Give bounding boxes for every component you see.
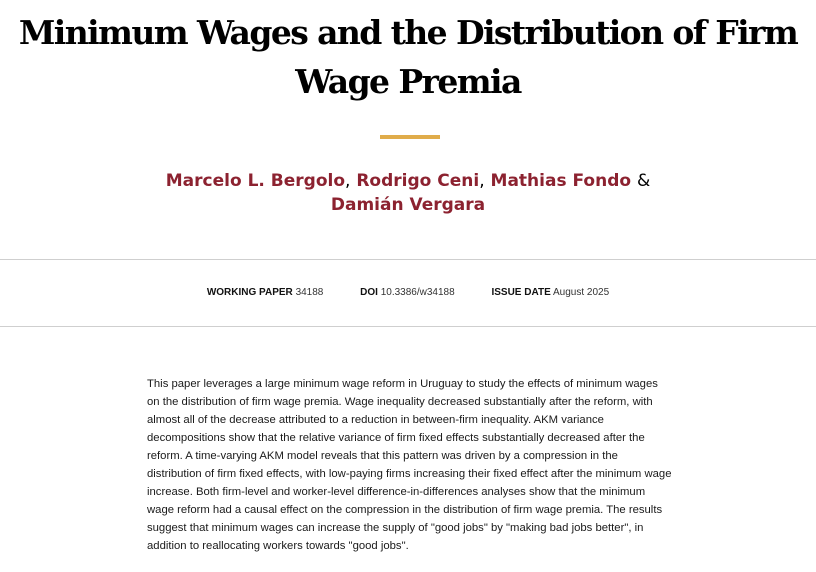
paper-metadata-bar xyxy=(0,286,816,300)
doi-value: 10.3386/w34188 xyxy=(380,287,455,298)
doi-label: DOI xyxy=(360,287,378,298)
working-paper-value: 34188 xyxy=(295,287,324,298)
title-accent-divider xyxy=(380,135,440,139)
paper-title: Minimum Wages and the Distribution of Firm Wage Premia xyxy=(18,13,798,101)
issue-date-value: August 2025 xyxy=(552,287,610,298)
author-link-vergara[interactable]: Damián Vergara xyxy=(330,195,486,215)
metadata-bottom-divider xyxy=(0,326,816,327)
author-link-fondo[interactable]: Mathias Fondo xyxy=(490,171,632,191)
author-list xyxy=(120,169,696,217)
author-separator: , xyxy=(479,171,485,191)
doi xyxy=(360,286,455,300)
issue-date xyxy=(491,286,609,300)
author-link-ceni[interactable]: Rodrigo Ceni xyxy=(356,171,480,191)
working-paper-label: WORKING PAPER xyxy=(206,287,293,298)
abstract-text: This paper leverages a large minimum wage reform in Uruguay to study the effects of minimum wages on the distribution of firm wage premia. Wage inequality decreased substantially after the reform, with almost all of the decrease attributed to a reduction in between-firm inequality. AKM variance decompositions show that the relative variance of firm fixed effects substantially decreased after the reform. A time-varying AKM model reveals that this pattern was driven by a compression in the distribution of firm fixed effects, with low-paying firms increasing their fixed effect after the minimum wage increase. Both firm-level and worker-level difference-in-differences analyses show that the minimum wage reform had a causal effect on the compression in the distribution of firm wage premia. The results suggest that minimum wages can increase the supply of "good jobs" by "making bad jobs better", in addition to reallocating workers towards "good jobs". xyxy=(147,378,672,552)
author-separator-ampersand: & xyxy=(636,171,651,191)
metadata-top-divider xyxy=(0,259,816,260)
issue-date-label: ISSUE DATE xyxy=(491,287,551,298)
author-link-bergolo[interactable]: Marcelo L. Bergolo xyxy=(165,171,346,191)
author-separator: , xyxy=(345,171,351,191)
working-paper-number xyxy=(207,286,324,300)
